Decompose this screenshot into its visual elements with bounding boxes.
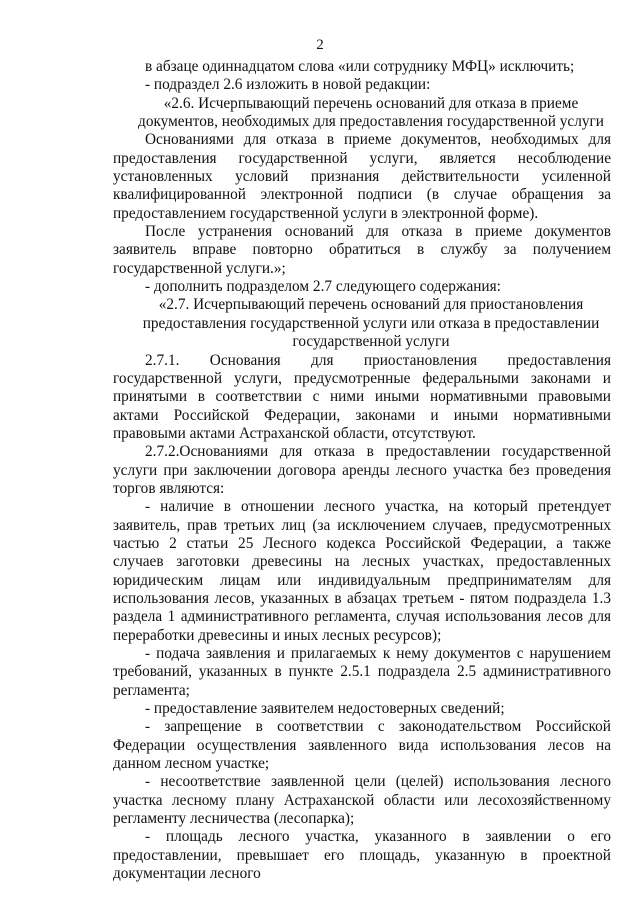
paragraph: 2.7.1. Основания для приостановления предоставления государственной услуги, предусмотренные федеральными законами и принятыми в соответствии с ними иными нормативными правовыми актами Российской Федерации, законами и иными нормативными правовыми актами Астраханской области, отсутствуют. xyxy=(113,351,611,442)
paragraph: Основаниями для отказа в приеме документов, необходимых для предоставления государственной услуги, является несоблюдение установленных условий признания действительности усиленной квалифицированной электронной подписи (в случае обращения за предоставлением государственной услуги в электронной форме). xyxy=(113,131,611,222)
page-number: 2 xyxy=(316,37,324,53)
list-item: - предоставление заявителем недостоверных сведений; xyxy=(145,700,505,718)
section-heading: «2.7. Исчерпывающий перечень оснований для приостановления предоставления государственной услуги или отказа в предоставлении государственной услуги xyxy=(142,296,600,351)
list-item: - площадь лесного участка, указанного в заявлении о его предоставлении, превышает его площадь, указанную в проектной документации лесного xyxy=(113,828,611,883)
paragraph: в абзаце одиннадцатом слова «или сотруднику МФЦ» исключить; xyxy=(145,58,575,75)
section-heading: «2.6. Исчерпывающий перечень оснований для отказа в приеме документов, необходимых для предоставления государственной услуги xyxy=(138,94,604,131)
document-body xyxy=(113,58,611,883)
paragraph: - подраздел 2.6 изложить в новой редакции: xyxy=(145,76,431,94)
list-item: - несоответствие заявленной цели (целей) использования лесного участка лесному плану Астраханской области или лесохозяйственному регламенту лесничества (лесопарка); xyxy=(113,773,611,828)
list-item: - наличие в отношении лесного участка, на который претендует заявитель, прав третьих лиц (за исключением случаев, предусмотренных частью 2 статьи 25 Лесного кодекса Российской Федерации, а также случаев заготовки древесины на лесных участках, предоставленных юридическим лицам или индивидуальным предпринимателям для использования лесов, указанных в абзацах третьем - пятом подраздела 1.3 раздела 1 административного регламента, случая использования лесов для переработки древесины и иных лесных ресурсов); xyxy=(113,498,611,644)
paragraph: 2.7.2.Основаниями для отказа в предоставлении государственной услуги при заключении договора аренды лесного участка без проведения торгов являются: xyxy=(113,443,611,497)
paragraph: - дополнить подразделом 2.7 следующего содержания: xyxy=(145,278,501,296)
paragraph: После устранения оснований для отказа в приеме документов заявитель вправе повторно обратиться в службу за получением государственной услуги.»; xyxy=(113,223,611,277)
list-item: - запрещение в соответствии с законодательством Российской Федерации осуществления заявленного вида использования лесов на данном лесном участке; xyxy=(113,718,611,773)
list-item: - подача заявления и прилагаемых к нему документов с нарушением требований, указанных в пункте 2.5.1 подраздела 2.5 административного регламента; xyxy=(113,645,611,699)
